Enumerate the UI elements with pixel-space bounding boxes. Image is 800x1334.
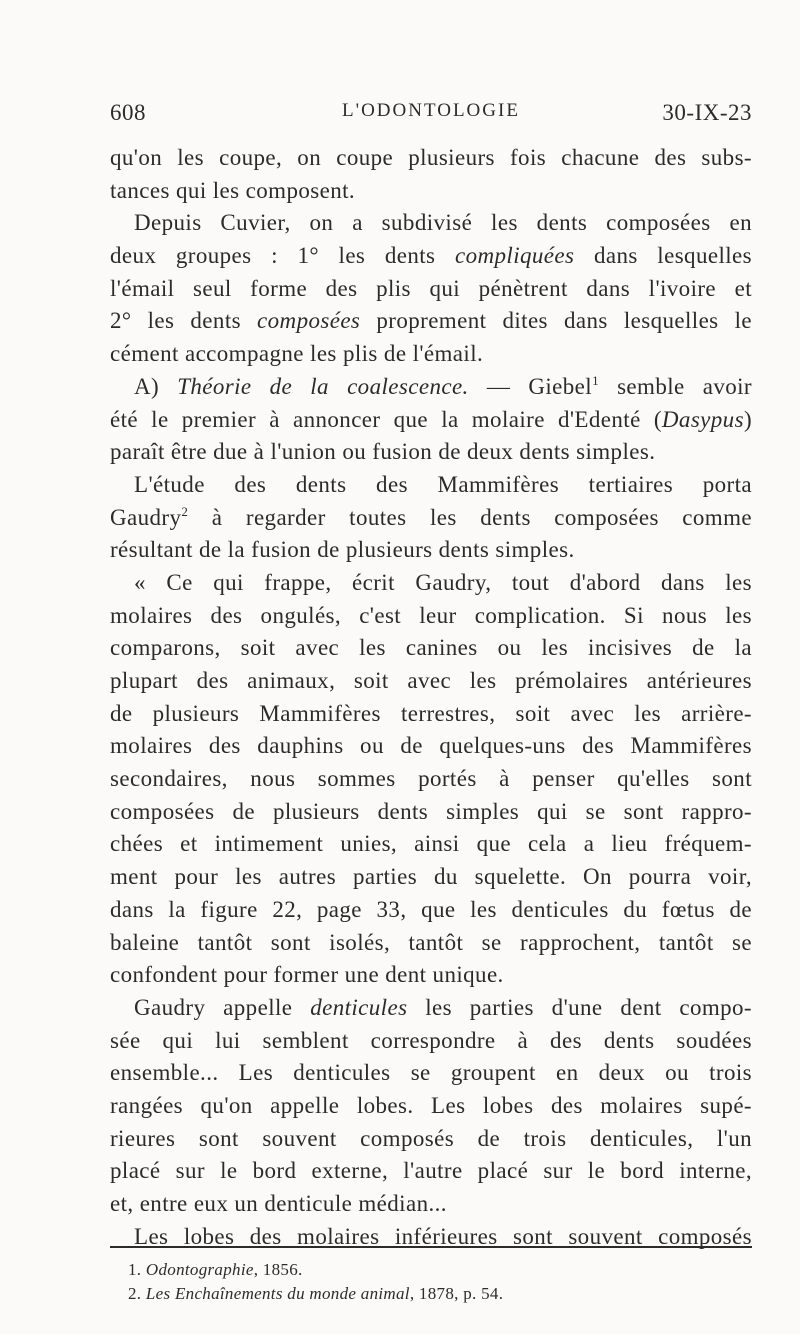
text-line: molaires des ongulés, c'est leur complication. Si nous les bbox=[110, 602, 752, 628]
running-header bbox=[110, 100, 752, 136]
section-title: Théorie de la coalescence. bbox=[177, 373, 469, 399]
text-line: de plusieurs Mammifères terrestres, soit avec les arrière- bbox=[110, 700, 752, 726]
footnote-ref: 1 bbox=[592, 372, 599, 388]
text-line: sée qui lui semblent correspondre à des dents soudées bbox=[110, 1027, 752, 1053]
text-line: Depuis Cuvier, on a subdivisé les dents composées en bbox=[134, 210, 752, 236]
text-line: rieures sont souvent composés de trois denticules, l'un bbox=[110, 1125, 752, 1151]
text-line: deux groupes : 1° les dents compliquées dans lesquelles bbox=[110, 243, 752, 269]
text-line: chées et intimement unies, ainsi que cela a lieu fréquem- bbox=[110, 831, 752, 857]
text-line: l'émail seul forme des plis qui pénètrent dans l'ivoire et bbox=[110, 275, 752, 301]
text-line: Gaudry appelle denticules les parties d'une dent compo- bbox=[134, 994, 752, 1020]
footnote-ref: 2 bbox=[181, 503, 189, 519]
term-compliquees: compliquées bbox=[455, 243, 575, 269]
footnote-rule bbox=[110, 1246, 752, 1248]
text-line: et, entre eux un denticule médian... bbox=[110, 1191, 447, 1216]
text-line: composées de plusieurs dents simples qui se sont rappro- bbox=[110, 798, 752, 824]
text-line: paraît être due à l'union ou fusion de deux dents simples. bbox=[110, 439, 656, 465]
text-line: été le premier à annoncer que la molaire d'Edenté (Dasypus) bbox=[110, 406, 752, 432]
text-line: secondaires, nous sommes portés à penser qu'elles sont bbox=[110, 766, 752, 792]
text-line: ensemble... Les denticules se groupent en deux ou trois bbox=[110, 1060, 752, 1086]
text-line: ment pour les autres parties du squelette. On pourra voir, bbox=[110, 864, 752, 890]
footnotes bbox=[128, 1258, 728, 1306]
section-heading-line: A) Théorie de la coalescence. — Giebel$^1$ semble avoir bbox=[134, 372, 752, 399]
text-line: 2° les dents composées proprement dites dans lesquelles le bbox=[110, 308, 753, 334]
text-line: Gaudry$^2$ à regarder toutes les dents composées comme bbox=[110, 503, 752, 530]
text-line: confondent pour former une dent unique. bbox=[110, 962, 504, 988]
text-line: tances qui les composent. bbox=[110, 177, 356, 203]
text-line: résultant de la fusion de plusieurs dents simples. bbox=[110, 537, 575, 563]
page-number: 608 bbox=[110, 100, 146, 125]
text-line: plupart des animaux, soit avec les prémolaires antérieures bbox=[110, 668, 752, 693]
text-line: comparons, soit avec les canines ou les incisives de la bbox=[110, 635, 752, 661]
text-line: cément accompagne les plis de l'émail. bbox=[110, 341, 484, 367]
text-line: molaires des dauphins ou de quelques-uns des Mammifères bbox=[110, 733, 752, 759]
text-line: rangées qu'on appelle lobes. Les lobes des molaires supé- bbox=[110, 1092, 752, 1118]
text-line: Les lobes des molaires inférieures sont souvent composés bbox=[134, 1223, 752, 1249]
taxon-name: Dasypus bbox=[661, 406, 744, 432]
body-text bbox=[110, 142, 752, 1253]
term-denticules: denticules bbox=[310, 994, 408, 1020]
text-line: baleine tantôt sont isolés, tantôt se rapprochent, tantôt se bbox=[110, 929, 752, 955]
text-line: L'étude des dents des Mammifères tertiaires porta bbox=[134, 471, 752, 497]
footnote-2: 2. Les Enchaînements du monde animal, 1878, p. 54. bbox=[128, 1284, 504, 1303]
text-line: qu'on les coupe, on coupe plusieurs fois chacune des subs- bbox=[110, 145, 752, 170]
running-title: L'ODONTOLOGIE bbox=[342, 100, 520, 121]
issue-date: 30-IX-23 bbox=[662, 100, 752, 125]
term-composees: composées bbox=[257, 308, 361, 334]
text-line: « Ce qui frappe, écrit Gaudry, tout d'abord dans les bbox=[134, 569, 752, 595]
footnote-1: 1. Odontographie, 1856. bbox=[128, 1260, 303, 1279]
text-line: dans la figure 22, page 33, que les denticules du fœtus de bbox=[110, 896, 752, 922]
text-line: placé sur le bord externe, l'autre placé sur le bord interne, bbox=[110, 1158, 752, 1184]
